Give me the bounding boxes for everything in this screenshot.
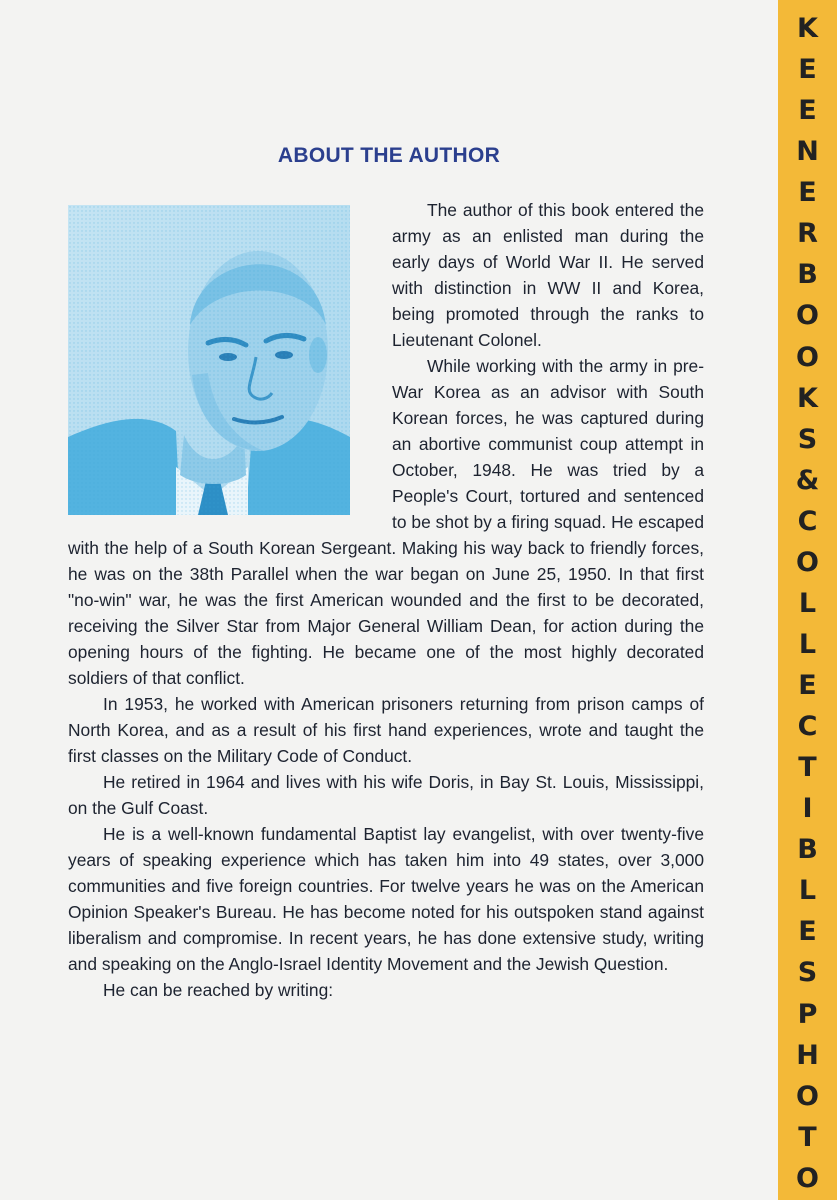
watermark-letter: S [797,957,818,989]
bio-paragraph-4: He retired in 1964 and lives with his wife Doris, in Bay St. Louis, Mississippi, on the Gulf Coast. [68,772,704,818]
watermark-letter: E [798,54,817,86]
watermark-letter: & [795,464,820,496]
watermark-letter: O [796,1162,819,1194]
watermark-letter: O [796,1080,819,1112]
watermark-letter: C [797,505,818,537]
watermark-letter: T [798,752,817,784]
watermark-letter: L [798,628,817,660]
bio-paragraph-3: In 1953, he worked with American prisoners returning from prison camps of North Korea, and as a result of his first hand experiences, wrote and taught the first classes on the Military Code of Conduct. [68,694,704,766]
watermark-letter: O [796,300,819,332]
watermark-letter: H [796,1039,819,1071]
watermark-letter: E [798,177,817,209]
watermark-letter: K [797,382,818,414]
watermark-letter: B [797,834,818,866]
watermark-letter: T [798,1121,817,1153]
watermark-text [778,14,837,1194]
photo-float-spacer [68,197,392,535]
watermark-letter: S [797,423,818,455]
watermark-letter: O [796,341,819,373]
watermark-letter: P [797,998,818,1030]
watermark-letter: K [797,13,818,44]
watermark-letter: E [798,95,817,127]
watermark-letter: B [797,259,818,291]
watermark-letter: L [798,875,817,907]
page-title: ABOUT THE AUTHOR [277,144,501,167]
watermark-letter: N [796,136,819,168]
bio-paragraph-6: He can be reached by writing: [103,980,334,1000]
bio-paragraph-1: The author of this book entered the army as an enlisted man during the early days of World War II. He served with distinction in WW II and Korea, being promoted through the ranks to Lieutenant Colonel. [392,200,704,350]
watermark-letter: C [797,711,818,743]
author-bio [68,197,704,1003]
watermark-letter: I [802,793,813,825]
watermark-letter: L [798,587,817,619]
watermark-letter: E [798,670,817,701]
bio-paragraph-2: While working with the army in pre-War Korea as an advisor with South Korean forces, he was captured during an abortive communist coup attempt in October, 1948. He was tried by a People's Court, tortured and sentenced to be shot by a firing squad. He escaped with the help of a South Korean Sergeant. Making his way back to friendly forces, he was on the 38th Parallel when the war began on June 25, 1950. In that first "no-win" war, he was the first American wounded and the first to be decorated, receiving the Silver Star from Major General William Dean, for action during the opening hours of the fighting. He became one of the most highly decorated soldiers of that conflict. [68,356,704,688]
watermark-letter: O [796,546,819,578]
watermark-letter: E [798,916,817,948]
watermark-sidebar [778,0,837,1200]
bio-paragraph-5: He is a well-known fundamental Baptist lay evangelist, with over twenty-five years of speaking experience which has taken him into 49 states, over 3,000 communities and five foreign countries. For twelve years he was on the American Opinion Speaker's Bureau. He has become noted for his outspoken stand against liberalism and compromise. In recent years, he has done extensive study, writing and speaking on the Anglo-Israel Identity Movement and the Jewish Question. [68,824,704,974]
watermark-letter: R [797,218,818,250]
